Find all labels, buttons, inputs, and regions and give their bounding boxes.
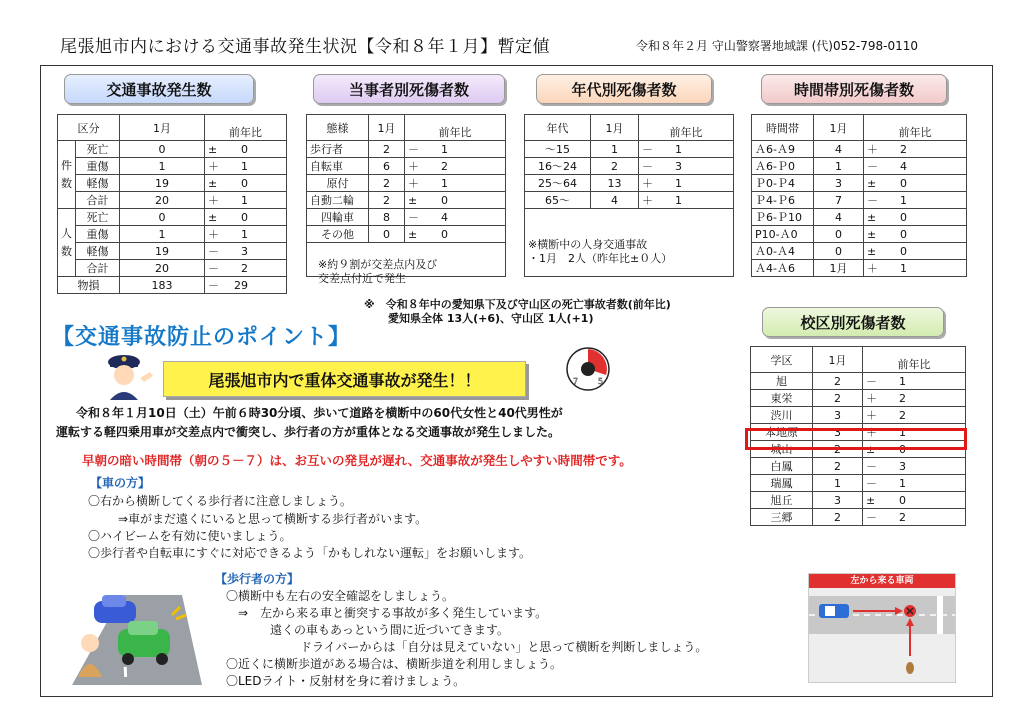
row-value: 8 — [369, 209, 405, 226]
table-row — [752, 243, 967, 260]
col-prev: 前年比 — [438, 126, 472, 139]
row-value: 3 — [813, 407, 863, 424]
row-label: その他 — [307, 226, 369, 243]
table-row — [58, 158, 287, 175]
row-diff: 0 — [241, 142, 248, 156]
row-sign: － — [408, 211, 419, 224]
table-row — [752, 209, 967, 226]
row-sign: ＋ — [866, 392, 877, 405]
row-sign: － — [866, 460, 877, 473]
table-row — [751, 458, 966, 475]
row-value: 0 — [814, 243, 864, 260]
row-sign: ± — [208, 176, 218, 190]
group-ken: 件数 — [58, 141, 76, 209]
row-diff: 1 — [241, 160, 248, 173]
row-sign: ± — [866, 493, 876, 507]
table-row — [307, 158, 506, 175]
row-sign: ± — [867, 227, 877, 241]
table-row — [751, 390, 966, 407]
row-sign: ± — [867, 176, 877, 190]
col-prev: 前年比 — [898, 126, 932, 139]
clock-number: 7 — [573, 377, 579, 386]
row-diff: 3 — [241, 245, 248, 258]
car-line: ⇒車がまだ遠くにいると思って横断する歩行者がいます。 — [118, 512, 428, 526]
clock-number: 5 — [598, 377, 604, 386]
row-label: 自転車 — [307, 158, 369, 175]
row-diff: 29 — [234, 279, 248, 292]
col-month: 1月 — [813, 347, 863, 373]
row-label: 16～24 — [525, 158, 591, 175]
diagram-panel — [808, 573, 956, 683]
row-sign: ± — [867, 244, 877, 258]
row-value: 1 — [813, 475, 863, 492]
row-value: 4 — [591, 192, 639, 209]
row-sign: ＋ — [866, 409, 877, 422]
table-row — [752, 192, 967, 209]
row-value: 2 — [813, 509, 863, 526]
ped-line: ドライバーからは「自分は見えていない」と思って横断を判断しましょう。 — [300, 640, 708, 654]
row-sign: － — [867, 160, 878, 173]
age-note: ※横断中の人身交通事故 ・1月 2人（昨年比±０人） — [528, 238, 673, 265]
row-label: 軽傷 — [76, 243, 120, 260]
row-sign: － — [866, 375, 877, 388]
row-diff: 1 — [899, 477, 906, 490]
row-label: 城山 — [751, 441, 813, 458]
incident-line2: 運転する軽四乗用車が交差点内で衝突し、歩行者の方が重体となる交通事故が発生しました。 — [56, 425, 561, 439]
row-diff: 1 — [441, 143, 448, 156]
table-row — [307, 175, 506, 192]
row-sign: ＋ — [208, 228, 219, 241]
table-row — [525, 192, 734, 209]
row-label: Ａ4-Ａ6 — [752, 260, 814, 277]
row-value: 1 — [120, 226, 205, 243]
row-value: 2 — [591, 158, 639, 175]
group-nin: 人数 — [58, 209, 76, 277]
table-row — [752, 260, 967, 277]
row-diff: 1 — [441, 177, 448, 190]
row-diff: 2 — [241, 262, 248, 275]
row-sign: ± — [867, 210, 877, 224]
table-row — [525, 158, 734, 175]
row-value: 0 — [120, 209, 205, 226]
col-month: 1月 — [814, 115, 864, 141]
row-diff: 0 — [900, 227, 907, 241]
row-value: 6 — [369, 158, 405, 175]
district-table-caption: 校区別死傷者数 — [762, 307, 944, 337]
row-value: 183 — [120, 277, 205, 294]
table-row — [58, 226, 287, 243]
row-label: Ｐ6-Ｐ10 — [752, 209, 814, 226]
row-sign: － — [208, 262, 219, 275]
row-sign: － — [208, 245, 219, 258]
car-line: 〇歩行者や自転車にすぐに対応できるよう「かもしれない運転」をお願いします。 — [88, 546, 532, 560]
row-value: 2 — [813, 458, 863, 475]
row-label: P10-Ａ0 — [752, 226, 814, 243]
row-sign: ± — [208, 142, 218, 156]
accident-table-caption: 交通事故発生数 — [64, 74, 254, 104]
row-diff: 1 — [900, 194, 907, 207]
col-prev: 前年比 — [229, 126, 262, 139]
table-row — [525, 175, 734, 192]
row-value: 2 — [369, 175, 405, 192]
table-row — [58, 192, 287, 209]
row-sign: － — [208, 279, 219, 292]
row-diff: 0 — [441, 193, 448, 207]
warning-text: 早朝の暗い時間帯（朝の５－７）は、お互いの発見が遅れ、交通事故が発生しやすい時間帯です。 — [82, 453, 632, 468]
accident-illustration — [62, 585, 202, 685]
row-value: 1 — [814, 158, 864, 175]
row-label: 死亡 — [76, 209, 120, 226]
row-diff: 3 — [675, 160, 682, 173]
table-row — [58, 175, 287, 192]
police-officer-icon — [100, 350, 160, 402]
row-sign: － — [867, 194, 878, 207]
row-diff: 1 — [899, 426, 906, 439]
table-row — [752, 158, 967, 175]
table-row — [307, 141, 506, 158]
col-type: 態様 — [307, 115, 369, 141]
row-label: 重傷 — [76, 226, 120, 243]
row-sign: ＋ — [208, 194, 219, 207]
party-note: ※約９割が交差点内及び 交差点付近で発生 — [318, 258, 438, 285]
party-table-caption: 当事者別死傷者数 — [313, 74, 505, 104]
party-table — [306, 114, 506, 277]
crossing-diagram-icon — [809, 588, 955, 682]
row-sign: ＋ — [408, 160, 419, 173]
row-diff: 2 — [899, 409, 906, 422]
row-diff: 1 — [675, 143, 682, 156]
header-title: 尾張旭市内における交通事故発生状況【令和８年１月】暫定値 — [60, 37, 550, 57]
col-month: 1月 — [591, 115, 639, 141]
header-meta: 令和８年２月 守山警察署地域課 (代)052-798-0110 — [636, 39, 919, 53]
row-value: 0 — [369, 226, 405, 243]
row-value: 19 — [120, 243, 205, 260]
row-value: 7 — [814, 192, 864, 209]
col-month: 1月 — [369, 115, 405, 141]
time-table-caption: 時間帯別死傷者数 — [761, 74, 947, 104]
row-diff: 0 — [900, 210, 907, 224]
table-row — [751, 373, 966, 390]
row-diff: 0 — [900, 244, 907, 258]
row-sign: ＋ — [408, 177, 419, 190]
table-row — [752, 175, 967, 192]
row-label: 旭 — [751, 373, 813, 390]
row-diff: 0 — [241, 176, 248, 190]
row-label: 東栄 — [751, 390, 813, 407]
row-label: 原付 — [307, 175, 369, 192]
row-label: 本地原 — [751, 424, 813, 441]
table-row — [307, 209, 506, 226]
row-diff: 4 — [900, 160, 907, 173]
row-label: 物損 — [58, 277, 120, 294]
row-sign: ± — [408, 193, 418, 207]
col-prev: 前年比 — [897, 358, 931, 371]
ped-line: 〇LEDライト・反射材を身に着けましょう。 — [226, 674, 466, 688]
col-age: 年代 — [525, 115, 591, 141]
table-row — [751, 407, 966, 424]
row-value: 1月 — [814, 260, 864, 277]
row-label: ～15 — [525, 141, 591, 158]
prevention-title: 【交通事故防止のポイント】 — [52, 325, 352, 350]
row-diff: 2 — [899, 511, 906, 524]
row-label: 軽傷 — [76, 175, 120, 192]
clock-icon — [566, 347, 610, 391]
row-label: 白鳳 — [751, 458, 813, 475]
row-label: 三郷 — [751, 509, 813, 526]
row-label: 死亡 — [76, 141, 120, 158]
row-label: Ｐ0-Ｐ4 — [752, 175, 814, 192]
row-label: 瑞鳳 — [751, 475, 813, 492]
row-diff: 0 — [441, 227, 448, 241]
row-value: 2 — [813, 441, 863, 458]
table-row — [307, 226, 506, 243]
row-label: 歩行者 — [307, 141, 369, 158]
row-diff: 0 — [900, 176, 907, 190]
row-sign: ＋ — [866, 426, 877, 439]
row-diff: 1 — [900, 262, 907, 275]
col-month: 1月 — [120, 115, 205, 141]
table-row — [752, 226, 967, 243]
table-row — [751, 492, 966, 509]
ped-heading: 【歩行者の方】 — [215, 572, 300, 586]
row-value: 2 — [369, 192, 405, 209]
row-sign: ＋ — [867, 262, 878, 275]
row-label: 四輪車 — [307, 209, 369, 226]
row-sign: ± — [208, 210, 218, 224]
row-diff: 1 — [241, 228, 248, 241]
incident-line1: 令和８年１月10日（土）午前６時30分頃、歩いて道路を横断中の60代女性と40代男性が — [76, 406, 563, 420]
row-diff: 0 — [241, 210, 248, 224]
row-label: Ａ6-Ｐ0 — [752, 158, 814, 175]
row-value: 0 — [814, 226, 864, 243]
row-value: 13 — [591, 175, 639, 192]
row-diff: 0 — [899, 493, 906, 507]
table-row — [58, 141, 287, 158]
table-row — [751, 509, 966, 526]
row-diff: 2 — [900, 143, 907, 156]
table-row — [58, 260, 287, 277]
table-row — [752, 141, 967, 158]
row-label: 合計 — [76, 260, 120, 277]
row-sign: － — [866, 477, 877, 490]
col-time: 時間帯 — [752, 115, 814, 141]
row-sign: ＋ — [642, 177, 653, 190]
row-value: 20 — [120, 192, 205, 209]
row-sign: ± — [408, 227, 418, 241]
row-value: 3 — [813, 424, 863, 441]
row-sign: ± — [866, 442, 876, 456]
row-sign: ＋ — [208, 160, 219, 173]
age-table-caption: 年代別死傷者数 — [536, 74, 712, 104]
table-row — [58, 243, 287, 260]
row-value: 19 — [120, 175, 205, 192]
car-line: 〇右から横断してくる歩行者に注意しましょう。 — [88, 494, 353, 508]
row-sign: ＋ — [642, 194, 653, 207]
row-diff: 1 — [241, 194, 248, 207]
row-value: 3 — [813, 492, 863, 509]
fatal-note-line1: ※ 令和８年中の愛知県下及び守山区の死亡事故者数(前年比) — [364, 298, 671, 311]
ped-line: 〇近くに横断歩道がある場合は、横断歩道を利用しましょう。 — [226, 657, 563, 671]
col-district: 学区 — [751, 347, 813, 373]
diagram-label: 左から来る車両 — [809, 574, 955, 588]
table-row — [525, 141, 734, 158]
row-value: 4 — [814, 209, 864, 226]
alert-banner: 尾張旭市内で重体交通事故が発生！！ — [163, 361, 526, 397]
row-label: 65～ — [525, 192, 591, 209]
row-value: 20 — [120, 260, 205, 277]
table-row — [58, 277, 287, 294]
col-kubun: 区分 — [58, 115, 120, 141]
ped-line: 遠くの車もあっという間に近づいてきます。 — [270, 623, 509, 637]
time-table — [751, 114, 967, 277]
row-diff: 2 — [441, 160, 448, 173]
row-label: Ａ0-Ａ4 — [752, 243, 814, 260]
row-sign: － — [642, 160, 653, 173]
row-diff: 2 — [899, 392, 906, 405]
row-sign: － — [408, 143, 419, 156]
row-sign: ＋ — [867, 143, 878, 156]
row-label: Ｐ4-Ｐ6 — [752, 192, 814, 209]
row-label: 合計 — [76, 192, 120, 209]
row-value: 3 — [814, 175, 864, 192]
row-value: 0 — [120, 141, 205, 158]
row-label: 25～64 — [525, 175, 591, 192]
table-row — [58, 209, 287, 226]
row-label: 自動二輪 — [307, 192, 369, 209]
ped-line: 〇横断中も左右の安全確認をしましょう。 — [226, 589, 455, 603]
row-label: 重傷 — [76, 158, 120, 175]
row-diff: 1 — [675, 194, 682, 207]
table-row — [307, 192, 506, 209]
row-diff: 1 — [899, 375, 906, 388]
table-row — [751, 475, 966, 492]
car-heading: 【車の方】 — [90, 476, 151, 490]
row-label: 旭丘 — [751, 492, 813, 509]
row-diff: 1 — [675, 177, 682, 190]
fatal-note-line2: 愛知県全体 13人(+6)、守山区 1人(+1) — [388, 312, 594, 325]
row-value: 2 — [813, 390, 863, 407]
col-prev: 前年比 — [669, 126, 703, 139]
row-value: 1 — [120, 158, 205, 175]
row-sign: － — [642, 143, 653, 156]
row-diff: 3 — [899, 460, 906, 473]
highlight-box — [745, 428, 967, 450]
row-value: 2 — [813, 373, 863, 390]
row-label: 渋川 — [751, 407, 813, 424]
row-value: 1 — [591, 141, 639, 158]
row-sign: － — [866, 511, 877, 524]
accident-table — [57, 114, 287, 294]
row-diff: 0 — [899, 442, 906, 456]
car-line: 〇ハイビームを有効に使いましょう。 — [88, 529, 292, 543]
row-value: 2 — [369, 141, 405, 158]
row-diff: 4 — [441, 211, 448, 224]
ped-line: ⇒ 左から来る車と衝突する事故が多く発生しています。 — [238, 606, 548, 620]
row-label: Ａ6-Ａ9 — [752, 141, 814, 158]
row-value: 4 — [814, 141, 864, 158]
